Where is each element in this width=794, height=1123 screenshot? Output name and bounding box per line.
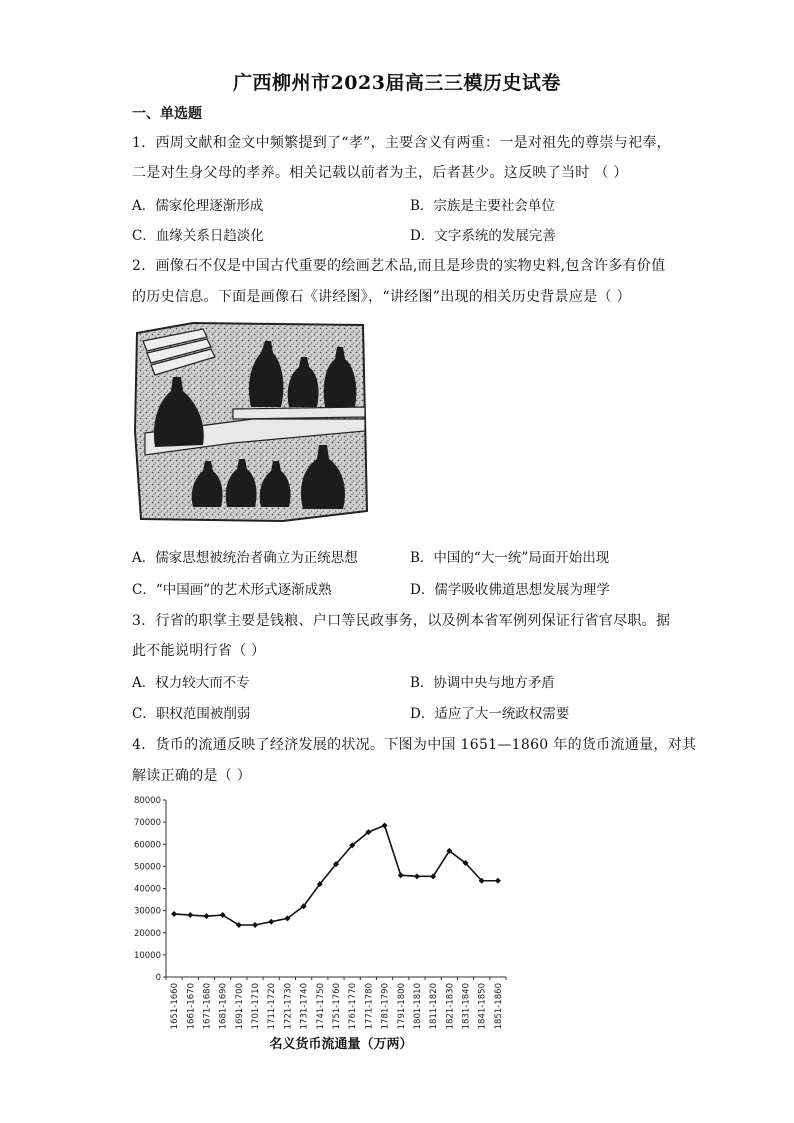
x-tick-label: 1691-1700 <box>234 983 245 1030</box>
data-point <box>203 913 209 919</box>
lecture-stone-relief-image <box>133 321 369 524</box>
q3-option-a[interactable]: A．权力较大而不专 <box>132 675 250 691</box>
exam-title: 广西柳州市2023届高三三模历史试卷 <box>233 72 561 94</box>
x-tick-label: 1651-1660 <box>170 983 181 1030</box>
x-tick-label: 1771-1780 <box>364 983 375 1030</box>
x-tick-label: 1671-1680 <box>202 983 213 1030</box>
x-tick-label: 1761-1770 <box>348 983 359 1030</box>
y-tick-label: 70000 <box>133 818 161 829</box>
data-point <box>268 919 274 925</box>
q2-option-c[interactable]: C．“中国画”的艺术形式逐渐成熟 <box>132 582 332 598</box>
data-point <box>495 878 501 884</box>
y-tick-label: 80000 <box>133 796 161 806</box>
x-tick-label: 1821-1830 <box>445 983 456 1030</box>
x-tick-label: 1851-1860 <box>493 983 504 1030</box>
y-tick-label: 10000 <box>133 950 161 961</box>
q1-option-b[interactable]: B．宗族是主要社会单位 <box>410 198 555 214</box>
data-point <box>187 912 193 918</box>
x-tick-label: 1731-1740 <box>299 983 310 1030</box>
data-point <box>414 873 420 879</box>
y-tick-label: 60000 <box>133 840 161 851</box>
q3-option-b[interactable]: B．协调中央与地方矛盾 <box>410 675 555 691</box>
x-tick-label: 1781-1790 <box>380 983 391 1030</box>
y-tick-label: 0 <box>155 973 161 983</box>
q1-option-c[interactable]: C．血缘关系日趋淡化 <box>132 228 264 244</box>
x-tick-label: 1701-1710 <box>251 983 262 1030</box>
y-tick-label: 20000 <box>133 928 161 939</box>
x-tick-label: 1721-1730 <box>283 983 294 1030</box>
series-line <box>174 825 498 925</box>
data-point <box>382 822 388 828</box>
x-tick-label: 1811-1820 <box>429 983 440 1030</box>
question-2-line-2: 的历史信息。下面是画像石《讲经图》，“讲经图”出现的相关历史背景应是（ ） <box>132 289 631 305</box>
x-tick-label: 1841-1850 <box>477 983 488 1030</box>
x-tick-label: 1661-1670 <box>186 983 197 1030</box>
x-tick-label: 1741-1750 <box>315 983 326 1030</box>
q2-option-d[interactable]: D．儒学吸收佛道思想发展为理学 <box>410 582 610 598</box>
question-4-line-1: 4．货币的流通反映了经济发展的状况。下图为中国 1651—1860 年的货币流通量，对其 <box>132 737 697 753</box>
x-tick-label: 1681-1690 <box>218 983 229 1030</box>
question-4-line-2: 解读正确的是（ ） <box>132 768 252 784</box>
section-heading: 一、单选题 <box>132 106 202 122</box>
question-3-line-1: 3．行省的职掌主要是钱粮、户口等民政事务，以及例本省军例列保证行省官尽职。据 <box>132 613 671 629</box>
q2-option-b[interactable]: B．中国的“大一统”局面开始出现 <box>410 550 610 566</box>
data-point <box>252 922 258 928</box>
q3-option-d[interactable]: D．适应了大一统政权需要 <box>410 706 570 722</box>
x-tick-label: 1791-1800 <box>396 983 407 1030</box>
data-point <box>398 872 404 878</box>
question-1-line-1: 1．西周文献和金文中频繁提到了“孝”，主要含义有两重：一是对祖先的尊崇与祀奉， <box>132 135 671 151</box>
q1-option-a[interactable]: A．儒家伦理逐渐形成 <box>132 198 264 214</box>
x-tick-label: 1831-1840 <box>461 983 472 1030</box>
x-tick-label: 1801-1810 <box>412 983 423 1030</box>
question-2-line-1: 2．画像石不仅是中国古代重要的绘画艺术品,而且是珍贵的实物史料,包含许多有价值 <box>132 258 666 274</box>
q2-option-a[interactable]: A．儒家思想被统治者确立为正统思想 <box>132 550 358 566</box>
x-axis-label: 名义货币流通量（万两） <box>269 1037 413 1052</box>
data-point <box>171 911 177 917</box>
money-circulation-line-chart <box>128 790 518 1060</box>
question-1-line-2: 二是对生身父母的孝养。相关记载以前者为主，后者甚少。这反映了当时 （ ） <box>132 165 628 181</box>
y-tick-label: 40000 <box>133 884 161 895</box>
y-tick-label: 30000 <box>133 906 161 917</box>
q1-option-d[interactable]: D．文字系统的发展完善 <box>410 228 556 244</box>
x-tick-label: 1751-1760 <box>332 983 342 1030</box>
question-3-line-2: 此不能说明行省（ ） <box>132 643 266 659</box>
x-tick-label: 1711-1720 <box>267 983 278 1030</box>
y-tick-label: 50000 <box>133 862 161 873</box>
q3-option-c[interactable]: C．职权范围被削弱 <box>132 706 251 722</box>
